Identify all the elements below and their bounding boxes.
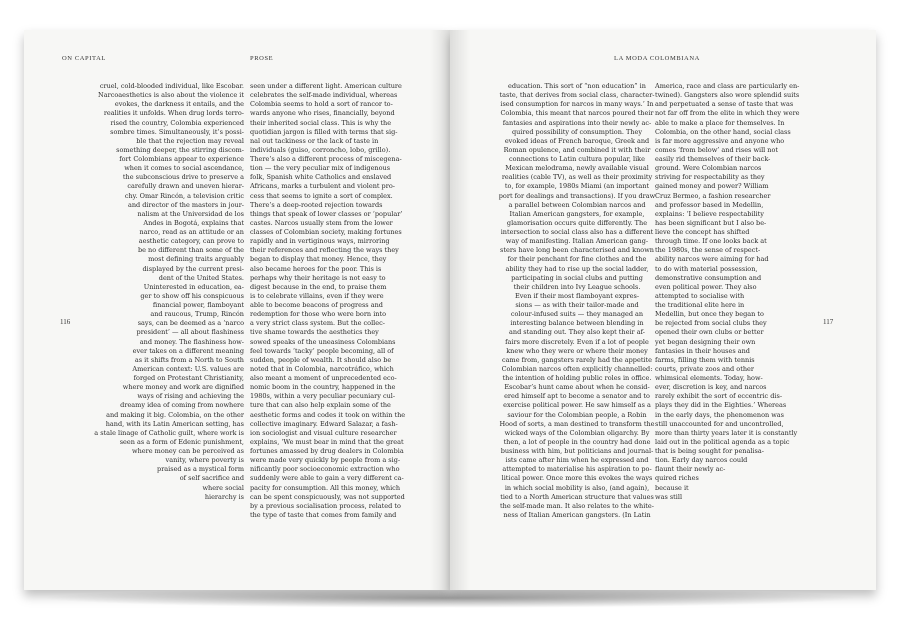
- text-line: even political power. They also: [655, 282, 757, 291]
- text-line: suddenly were able to gain a very different ca-: [250, 474, 404, 483]
- text-line: celebrates the self-made individual, whereas: [250, 91, 398, 100]
- text-line: Colombian narcos often explicitly channelled:: [501, 364, 653, 373]
- text-column-2: [250, 82, 428, 520]
- text-line: fairs more discretely. Even if a lot of people: [505, 337, 649, 346]
- text-line: their children into Ivy League schools.: [513, 282, 641, 291]
- text-line: ered himself apt to become a senator and to: [504, 392, 650, 401]
- text-line: was still: [655, 492, 683, 501]
- text-line: ways of rising and achieving the: [137, 392, 244, 401]
- text-line: sudden, people of wealth. It should also be: [250, 355, 392, 364]
- text-line: education. This sort of “non education” in: [508, 82, 646, 90]
- text-line: aesthetic forms and codes it took on within the: [250, 410, 406, 419]
- text-line: quotidian jargon is filled with terms that sig-: [250, 127, 398, 136]
- text-line: is far more aggressive and anyone who: [655, 136, 785, 145]
- text-line: tied to a North American structure that values: [500, 492, 654, 501]
- text-line: then, a lot of people in the country had done: [503, 437, 651, 446]
- text-line: Uninterested in education, ea-: [143, 282, 244, 291]
- text-line: Medellin, but once they began to: [655, 310, 764, 319]
- text-line: farms, filling them with tennis: [655, 355, 755, 364]
- text-line: Colombia, on the other hand, social class: [655, 127, 791, 136]
- text-line: Cruz Bermeo, a fashion researcher: [655, 191, 771, 200]
- text-line: able to become beacons of progress and: [250, 301, 383, 309]
- text-line: also became heroes for the poor. This is: [250, 264, 382, 273]
- text-line: litical power. Once more this evokes the ways: [501, 474, 653, 483]
- text-line: taste, that derives from social class, character-: [499, 91, 655, 100]
- text-column-1: [66, 82, 244, 502]
- text-line: quired riches: [655, 474, 699, 483]
- text-line: explains: ‘I believe respectability: [655, 209, 764, 218]
- text-line: hierarchy is: [204, 492, 244, 501]
- text-line: Escobar’s hunt came about when he consid-: [504, 383, 650, 392]
- text-line: nal out tackiness or the lack of taste in: [250, 136, 379, 145]
- text-line: knew who they were or where their money: [506, 346, 648, 355]
- book-shadow: [40, 588, 860, 608]
- text-line: and money. The flashiness how-: [139, 337, 244, 346]
- text-line: connections to Latin cultura popular, like: [509, 155, 645, 163]
- text-line: as it shifts from a North to South: [134, 355, 244, 364]
- text-line: of self sacrifice and: [179, 474, 244, 483]
- text-line: the type of taste that comes from family and: [250, 510, 397, 519]
- text-line: ion sociologist and visual culture researcher: [250, 428, 397, 437]
- text-line: something deeper, the stirring discom-: [116, 145, 244, 154]
- text-line: where money and work are dignified: [122, 383, 244, 392]
- text-line: digest because in the end, to praise them: [250, 282, 387, 291]
- text-line: and making it big. Colombia, on the other: [106, 410, 244, 419]
- text-line: There’s a deep-rooted rejection towards: [250, 200, 383, 209]
- text-line: castes. Narcos usually stem from the lower: [250, 218, 393, 227]
- text-line: attempted to socialise with: [655, 291, 745, 300]
- text-line: cruel, cold-blooded individual, like Escobar.: [99, 82, 244, 90]
- text-line: lieve the concept has shifted: [655, 228, 750, 236]
- text-line: participating in social clubs and putting: [511, 273, 643, 282]
- text-line: able to make a place for themselves. In: [655, 118, 785, 127]
- text-line: financial power, flamboyant: [152, 301, 244, 309]
- text-line: ness of Italian American gangsters. (In Latin: [503, 510, 651, 519]
- text-line: most defining traits arguably: [148, 255, 244, 264]
- text-line: were made very quickly by people from a sig-: [250, 456, 401, 465]
- text-line: a parallel between Colombian narcos and: [508, 200, 646, 209]
- text-line: their inherited social class. This is why the: [250, 118, 392, 127]
- text-line: Colombia, this meant that narcos poured their: [500, 109, 654, 118]
- text-line: collective imaginary. Edward Salazar, a fash-: [250, 419, 398, 428]
- text-line: to do with material possession,: [655, 264, 758, 273]
- text-line: courts, private zoos and other: [655, 364, 754, 373]
- text-line: in which social mobility is also, (and again),: [504, 483, 650, 492]
- text-line: ture that can also help explain some of the: [250, 401, 391, 410]
- text-line: to, for example, 1980s Miami (an important: [504, 182, 650, 191]
- text-line: displayed by the current presi-: [142, 264, 244, 273]
- text-line: rarely exhibit the sort of eccentric dis-: [655, 392, 783, 401]
- text-line: came from, gangsters rarely had the appetite: [502, 355, 652, 364]
- text-line: the self-made man. It also relates to the white-: [500, 501, 654, 510]
- running-head-right: LA MODA COLOMBIANA: [614, 55, 700, 62]
- text-line: ble that the rejection may reveal: [136, 136, 244, 145]
- text-line: ground. Were Colombian narcos: [655, 164, 762, 173]
- text-line: their references and reflecting the ways they: [250, 246, 399, 255]
- text-line: more than thirty years later it is constantly: [655, 428, 798, 437]
- text-line: yet began designing their own: [655, 337, 756, 346]
- text-line: folk, Spanish white Catholics and enslaved: [250, 173, 392, 182]
- text-line: and director of the masters in jour-: [127, 200, 244, 209]
- text-line: dreamy idea of coming from nowhere: [120, 401, 244, 410]
- text-line: the intention of holding public roles in office.: [502, 374, 652, 382]
- text-line: sowed speaks of the uneasiness Colombians: [250, 337, 396, 346]
- text-line: a very strict class system. But the collec-: [250, 319, 385, 328]
- text-line: Italian American gangsters, for example,: [509, 209, 645, 218]
- text-line: the subconscious drive to preserve a: [122, 173, 244, 182]
- text-line: glamorisation occurs quite differently. The: [506, 218, 648, 227]
- text-line: nomic boom in the country, happened in the: [250, 383, 396, 392]
- text-column-3: [488, 82, 666, 520]
- text-line: realities it unfolds. When drug lords terro-: [103, 109, 244, 118]
- text-line: Colombia seems to hold a sort of rancor to-: [250, 100, 393, 109]
- text-line: hand, with its Latin American setting, has: [105, 419, 244, 428]
- text-line: tion. Early day narcos could: [655, 456, 748, 465]
- text-line: fantasies in their houses and: [655, 346, 750, 355]
- text-line: president’ — all about flashiness: [136, 328, 244, 337]
- text-line: way of manifesting. Italian American gang-: [505, 237, 649, 246]
- text-line: a stale linage of Catholic guilt, where work is: [94, 428, 244, 437]
- text-line: by a previous socialisation process, related to: [250, 501, 401, 510]
- text-line: narco, read as an attitude or an: [139, 228, 244, 236]
- text-line: American context: U.S. values are: [132, 364, 244, 373]
- text-line: Narcoaesthetics is also about the violence it: [98, 91, 244, 100]
- text-line: pacity for consumption. All this money, which: [250, 483, 401, 492]
- text-line: ability narcos were aiming for had: [655, 255, 769, 264]
- text-line: fort Colombians appear to experience: [119, 155, 244, 163]
- text-line: seen under a different light. American culture: [250, 82, 402, 90]
- text-line: nificantly poor socioeconomic extraction who: [250, 465, 400, 474]
- text-line: things that speak of lower classes or ‘popular’: [250, 209, 403, 218]
- text-line: ists came after him when he expressed and: [505, 456, 649, 465]
- text-line: nalism at the Universidad de los: [137, 209, 244, 218]
- text-line: redemption for those who were born into: [250, 310, 386, 319]
- text-line: Even if their most flamboyant expres-: [514, 291, 640, 300]
- text-line: cess that seems to ignite a sort of complex.: [250, 191, 393, 200]
- text-line: classes of Colombian society, making fortunes: [250, 228, 402, 236]
- text-line: aesthetic category, can prove to: [138, 237, 244, 246]
- text-line: explains, ‘We must bear in mind that the great: [250, 437, 404, 446]
- text-line: colour-infused suits — they managed an: [510, 310, 644, 319]
- text-line: plays they did in the Eighties.’ Whereas: [655, 401, 787, 410]
- text-line: wicked ways of the Colombian oligarchy. By: [504, 428, 650, 437]
- text-line: seen as a form of Edenic punishment,: [119, 437, 244, 446]
- text-line: noted that in Colombia, narcotráfico, which: [250, 364, 394, 373]
- running-head-section: PROSE: [250, 55, 274, 62]
- text-line: comes ‘from below’ and rises will not: [655, 145, 779, 154]
- text-line: ever takes on a different meaning: [132, 346, 244, 355]
- text-line: rised the country, Colombia experienced: [110, 118, 244, 127]
- text-line: port for dealings and transactions). If you draw: [498, 191, 656, 200]
- text-line: rapidly and in vertiginous ways, mirroring: [250, 237, 390, 246]
- text-line: vanity, where poverty is: [165, 456, 244, 465]
- text-line: and professor based in Medellin,: [655, 200, 764, 209]
- text-line: laid out in the political agenda as a topic: [655, 437, 790, 446]
- text-line: interesting balance between blending in: [510, 319, 644, 328]
- text-line: evoked ideas of French baroque, Greek and: [504, 136, 650, 145]
- text-line: 1980s, within a very peculiar pecuniary cul-: [250, 392, 396, 401]
- text-line: tive shame towards the aesthetics they: [250, 328, 379, 337]
- text-line: carefully drawn and uneven hierar-: [127, 182, 244, 191]
- text-line: dent of the United States.: [158, 273, 244, 282]
- text-line: attempted to materialise his aspiration to po-: [502, 465, 652, 474]
- text-line: flaunt their newly ac-: [655, 465, 726, 474]
- text-line: sions — as with their tailor-made and: [515, 301, 639, 309]
- text-line: ever, discretion is key, and narcos: [655, 383, 767, 392]
- text-line: and perpetuated a sense of taste that was: [655, 100, 794, 109]
- text-line: Roman opulence, and combined it with their: [503, 145, 651, 154]
- text-line: ised consumption for narcos in many ways.’ In: [500, 100, 654, 109]
- text-line: realities (cable TV), as well as their proximity: [501, 173, 653, 182]
- text-line: saviour for the Colombian people, a Robin: [507, 410, 647, 419]
- text-line: is to celebrate villains, even if they were: [250, 291, 384, 300]
- text-line: where social: [202, 483, 244, 492]
- text-line: twined). Gangsters also wore splendid suits: [655, 91, 800, 100]
- text-line: not far off from the elite in which they were: [655, 109, 800, 118]
- text-line: gained money and power? William: [655, 182, 769, 191]
- text-line: has been significant but I also be-: [655, 218, 767, 227]
- text-line: the traditional elite here in: [655, 301, 745, 309]
- text-line: exercise political power. He saw himself as a: [503, 401, 651, 410]
- text-line: began to display that money. Hence, they: [250, 255, 387, 264]
- text-line: where money can be perceived as: [132, 447, 244, 455]
- text-line: perhaps why their heritage is not easy to: [250, 273, 386, 282]
- text-line: also meant a moment of unprecedented eco-: [250, 374, 397, 382]
- text-column-4: [655, 82, 833, 502]
- text-line: quired possibility of consumption. They: [511, 127, 643, 136]
- text-line: be no different than some of the: [137, 246, 244, 255]
- text-line: for their penchant for fine clothes and the: [507, 255, 647, 264]
- text-line: Hood of sorts, a man destined to transform the: [499, 419, 655, 428]
- text-line: America, race and class are particularly en-: [655, 82, 800, 90]
- text-line: in the early days, the phenomenon was: [655, 410, 785, 419]
- text-line: and standing out. They also kept their af-: [509, 328, 645, 337]
- text-line: evokes, the darkness it entails, and the: [114, 100, 244, 109]
- text-line: feel towards ‘tacky’ people becoming, all of: [250, 346, 394, 355]
- text-line: tion — the very peculiar mix of indigenous: [250, 164, 391, 173]
- text-line: There’s also a different process of miscegena-: [250, 155, 402, 163]
- text-line: striving for respectability as they: [655, 173, 765, 182]
- text-line: the 1980s, the sense of respect-: [655, 246, 761, 255]
- page-number-left: 116: [60, 318, 71, 326]
- text-line: demonstrative consumption and: [655, 273, 762, 282]
- text-line: sombre times. Simultaneously, it’s possi-: [110, 127, 244, 136]
- text-line: through time. If one looks back at: [655, 237, 767, 246]
- text-line: Andes in Bogotá, explains that: [143, 218, 244, 227]
- text-line: still unaccounted for and uncontrolled,: [655, 419, 784, 428]
- text-line: fantasies and aspirations into their newly ac-: [502, 118, 652, 127]
- text-line: ability they had to rise up the social ladder,: [505, 264, 649, 273]
- text-line: because it: [655, 483, 689, 492]
- page-number-right: 117: [823, 318, 834, 326]
- text-line: can be spent conspicuously, was not supported: [250, 492, 405, 501]
- text-line: business with him, but politicians and journal-: [500, 447, 654, 455]
- text-line: Mexican melodrama, newly available visual: [505, 164, 649, 173]
- text-line: says, can be deemed as a ‘narco: [137, 319, 244, 328]
- text-line: ger to show off his conspicuous: [140, 291, 244, 300]
- running-head-left: ON CAPITAL: [62, 55, 106, 62]
- text-line: be rejected from social clubs they: [655, 319, 767, 328]
- text-line: individuals (guiso, corroncho, lobo, grillo).: [250, 145, 391, 154]
- text-line: chy. Omar Rincón, a television critic: [124, 191, 244, 200]
- text-line: easily rid themselves of their back-: [655, 155, 771, 163]
- text-line: wards anyone who rises, financially, beyond: [250, 109, 395, 118]
- text-line: that is being sought for penalisa-: [655, 447, 764, 455]
- text-line: Africans, marks a turbulent and violent pro-: [250, 182, 395, 191]
- text-line: forged on Protestant Christianity,: [133, 374, 244, 382]
- text-line: sters have long been characterised and known: [500, 246, 654, 255]
- text-line: praised as a mystical form: [157, 465, 244, 474]
- text-line: and raucous, Trump, Rincón: [150, 310, 244, 319]
- text-line: whimsical elements. Today, how-: [655, 374, 763, 382]
- text-line: intersection to social class also has a different: [500, 228, 654, 236]
- text-line: when it comes to social ascendance,: [124, 164, 244, 173]
- text-line: fortunes amassed by drug dealers in Colombia: [250, 447, 404, 455]
- text-line: opened their own clubs or better: [655, 328, 764, 337]
